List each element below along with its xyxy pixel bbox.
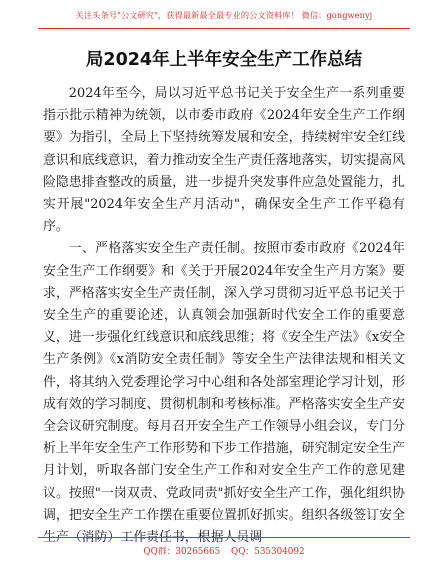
section-one-paragraph: 一、严格落实安全生产责任制。按照市委市政府《2024年安全生产工作纲要》和《关于开展2024年安全生产月方案》要求，严格落实安全生产责任制，深入学习贯彻习近平总书记关于安全生产的重要论述，认真领会加强新时代安全工作的重要意义，进一步强化红线意识和底线思维；将《安全生产法》《x安全生产条例》《x消防安全责任制》等安全生产法律法规和相关文件，将其纳入党委理论学习中心组和各处部室理论学习计划，形成有效的学习制度、贯彻机制和考核标准。严格落实安全生产安全会议研究制度。每月召开安全生产工作领导小组会议，专门分析上半年安全生产工作形势和下步工作措施，研究制定安全生产月计划，听取各部门安全生产工作和对安全生产工作的意见建议。按照"一岗双责、党政同责"抓好安全生产工作，强化组织协调，把安全生产工作摆在重要位置抓好抓实。组织各级签订安全生产（消防）工作责任书，根据人员调: [43, 241, 405, 546]
footer-divider: [38, 537, 410, 538]
header-divider: [38, 28, 410, 29]
document-body: [43, 83, 405, 549]
footer-qq: QQ：535304092: [231, 547, 305, 557]
intro-paragraph: 2024年至今，局以习近平总书记关于安全生产一系列重要指示批示精神为统领，以市委市政府《2024年安全生产工作纲要》为指引，全局上下坚持统筹发展和安全，持续树牢安全红线意识和底线意识，着力推动安全生产责任落地落实，切实提高风险隐患排查整改的质量，进一步提升突发事件应急处置能力，扎实开展"2024年安全生产月活动"，确保安全生产工作平稳有序。: [43, 86, 405, 235]
document-title: 局2024年上半年安全生产工作总结: [85, 50, 363, 70]
header-banner: 关注头条号"公文研究"，获得最新最全最专业的公文资料库！ 微信：gongwenyj: [75, 10, 373, 20]
footer-contacts: [0, 544, 448, 557]
footer-qq-group: QQ群：30265665: [143, 547, 221, 557]
